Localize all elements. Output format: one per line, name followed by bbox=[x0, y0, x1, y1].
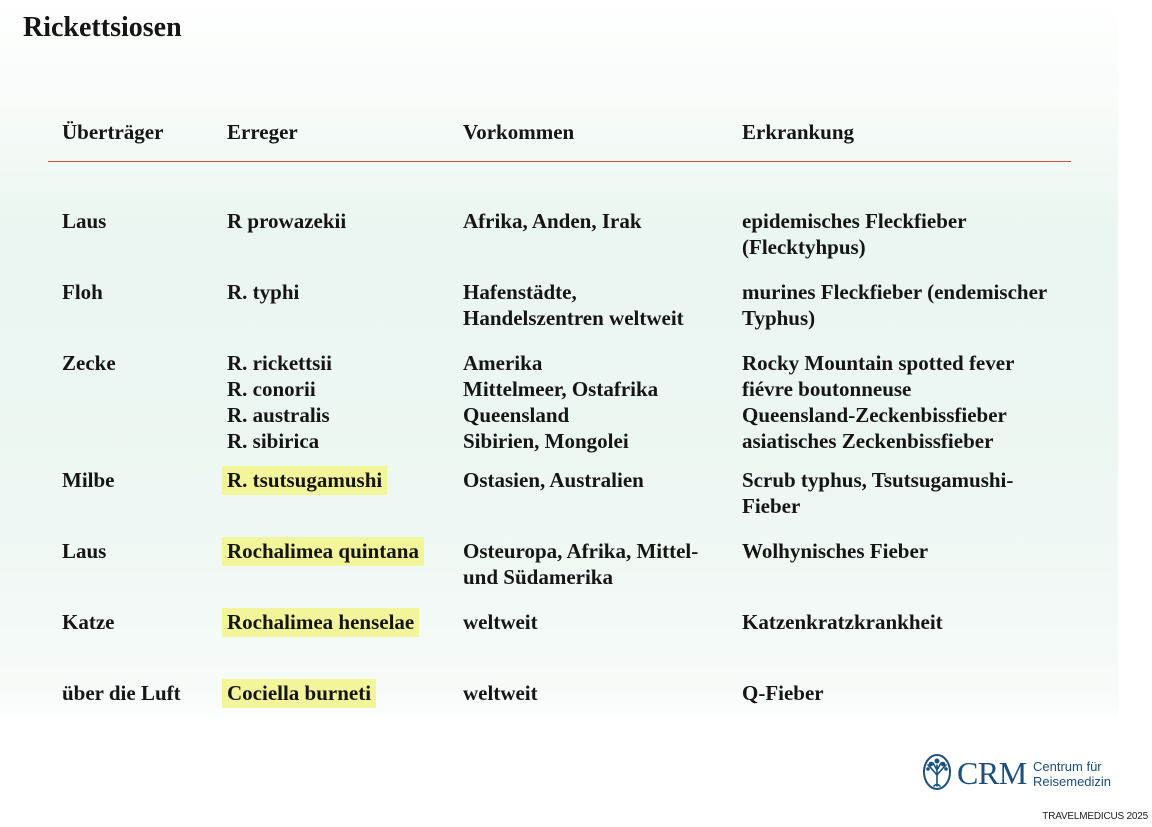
tree-icon bbox=[922, 753, 952, 793]
page-title: Rickettsiosen bbox=[23, 12, 182, 43]
cell-vector bbox=[62, 467, 115, 493]
region-text: Osteuropa, Afrika, Mittel- bbox=[463, 539, 699, 563]
header-vector: Überträger bbox=[62, 120, 164, 144]
region-text: Afrika, Anden, Irak bbox=[463, 209, 642, 233]
cell-pathogen bbox=[227, 538, 424, 564]
cell-disease bbox=[742, 609, 943, 635]
disease-text: epidemisches Fleckfieber bbox=[742, 209, 967, 233]
logo-line-2: Reisemedizin bbox=[1033, 774, 1112, 789]
header-pathogen: Erreger bbox=[227, 120, 298, 144]
cell-disease bbox=[742, 538, 928, 564]
pathogen-text: Rochalimea quintana bbox=[222, 537, 424, 566]
pathogen-text: R. tsutsugamushi bbox=[222, 466, 387, 495]
cell-vector bbox=[62, 208, 106, 234]
vector-text: Katze bbox=[62, 610, 115, 634]
cell-pathogen bbox=[227, 609, 419, 635]
region-text: Queensland bbox=[463, 403, 570, 427]
vector-text: Floh bbox=[62, 280, 103, 304]
vector-text: Laus bbox=[62, 209, 107, 233]
cell-pathogen bbox=[227, 350, 332, 454]
pathogen-text: R. typhi bbox=[227, 280, 300, 304]
cell-vector bbox=[62, 609, 114, 635]
region-text: Handelszentren weltweit bbox=[463, 306, 684, 330]
cell-disease bbox=[742, 350, 1014, 454]
region-text: Ostasien, Australien bbox=[463, 468, 644, 492]
cell-region bbox=[463, 208, 642, 234]
disease-text: Queensland-Zeckenbissfieber bbox=[742, 403, 1007, 427]
vector-text: über die Luft bbox=[62, 681, 181, 705]
cell-pathogen bbox=[227, 680, 376, 706]
cell-disease bbox=[742, 279, 1047, 331]
cell-pathogen bbox=[227, 467, 387, 493]
header-divider bbox=[48, 161, 1071, 162]
disease-text: Scrub typhus, Tsutsugamushi- bbox=[742, 468, 1014, 492]
disease-text: Wolhynisches Fieber bbox=[742, 539, 929, 563]
vector-text: Zecke bbox=[62, 351, 116, 375]
cell-pathogen bbox=[227, 208, 346, 234]
cell-pathogen bbox=[227, 279, 299, 305]
region-text: weltweit bbox=[463, 610, 538, 634]
pathogen-text: R. sibirica bbox=[227, 429, 320, 453]
cell-region bbox=[463, 279, 684, 331]
region-text: und Südamerika bbox=[463, 565, 613, 589]
pathogen-text: Cociella burneti bbox=[222, 679, 376, 708]
cell-vector bbox=[62, 350, 116, 376]
disease-text: murines Fleckfieber (endemischer bbox=[742, 280, 1048, 304]
disease-text: Typhus) bbox=[742, 306, 816, 330]
logo-subtitle bbox=[1033, 759, 1111, 789]
pathogen-text: Rochalimea henselae bbox=[222, 608, 419, 637]
cell-region bbox=[463, 350, 658, 454]
cell-region bbox=[463, 538, 698, 590]
disease-text: Fieber bbox=[742, 494, 801, 518]
region-text: Mittelmeer, Ostafrika bbox=[463, 377, 659, 401]
header-region: Vorkommen bbox=[463, 120, 575, 144]
footer-watermark: TRAVELMEDICUS 2025 bbox=[1042, 811, 1148, 822]
disease-text: asiatisches Zeckenbissfieber bbox=[742, 429, 994, 453]
vector-text: Milbe bbox=[62, 468, 115, 492]
cell-vector bbox=[62, 680, 181, 706]
cell-region bbox=[463, 609, 538, 635]
cell-vector bbox=[62, 538, 106, 564]
cell-region bbox=[463, 680, 538, 706]
region-text: Amerika bbox=[463, 351, 543, 375]
region-text: weltweit bbox=[463, 681, 538, 705]
disease-text: Rocky Mountain spotted fever bbox=[742, 351, 1015, 375]
vector-text: Laus bbox=[62, 539, 107, 563]
disease-text: (Flecktyhpus) bbox=[742, 235, 866, 259]
cell-region bbox=[463, 467, 644, 493]
disease-text: fiévre boutonneuse bbox=[742, 377, 912, 401]
disease-text: Q-Fieber bbox=[742, 681, 824, 705]
region-text: Hafenstädte, bbox=[463, 280, 577, 304]
cell-disease bbox=[742, 467, 1013, 519]
header-disease: Erkrankung bbox=[742, 120, 855, 144]
disease-text: Katzenkratzkrankheit bbox=[742, 610, 943, 634]
pathogen-text: R. conorii bbox=[227, 377, 316, 401]
logo-line-1: Centrum für bbox=[1033, 759, 1102, 774]
pathogen-text: R. rickettsii bbox=[227, 351, 332, 375]
cell-vector bbox=[62, 279, 103, 305]
region-text: Sibirien, Mongolei bbox=[463, 429, 629, 453]
pathogen-text: R. australis bbox=[227, 403, 330, 427]
cell-disease bbox=[742, 208, 967, 260]
pathogen-text: R prowazekii bbox=[227, 209, 347, 233]
logo-wordmark: CRM bbox=[957, 755, 1027, 791]
cell-disease bbox=[742, 680, 824, 706]
